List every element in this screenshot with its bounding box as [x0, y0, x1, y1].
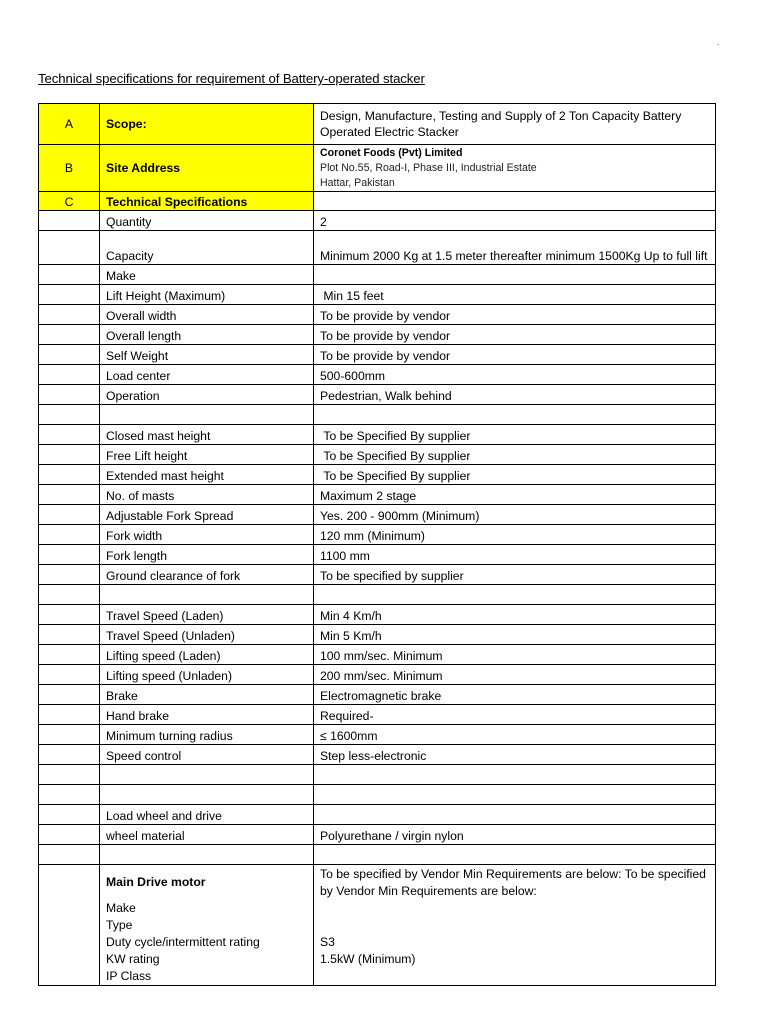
spec-label: Adjustable Fork Spread [100, 505, 314, 525]
spacer [320, 900, 709, 917]
spec-row [39, 325, 716, 345]
spec-value: Step less-electronic [314, 745, 716, 765]
spec-row [39, 785, 716, 805]
spec-row [39, 705, 716, 725]
spec-code-cell [39, 385, 100, 405]
spec-value [314, 765, 716, 785]
motor-item-label: KW rating [106, 952, 160, 966]
spec-row [39, 305, 716, 325]
spec-row [39, 845, 716, 865]
spec-row [39, 765, 716, 785]
spec-row [39, 585, 716, 605]
spec-code-cell [39, 865, 100, 986]
spec-code-cell [39, 345, 100, 365]
spec-code-cell [39, 605, 100, 625]
section-code: A [39, 104, 100, 145]
spec-code-cell [39, 565, 100, 585]
spec-value: Polyurethane / virgin nylon [314, 825, 716, 845]
spec-row [39, 425, 716, 445]
spec-code-cell [39, 645, 100, 665]
scope-value: Design, Manufacture, Testing and Supply of 2 Ton Capacity Battery Operated Electric Stacker [314, 104, 716, 145]
motor-item-label: Make [106, 901, 136, 915]
spec-code-cell [39, 485, 100, 505]
spec-label: Fork width [100, 525, 314, 545]
spec-code-cell [39, 285, 100, 305]
motor-item-label: Type [106, 918, 133, 932]
motor-labels [100, 865, 314, 986]
spec-value: To be provide by vendor [314, 305, 716, 325]
spec-label: Fork length [100, 545, 314, 565]
spec-code-cell [39, 685, 100, 705]
spec-value: 500-600mm [314, 365, 716, 385]
spec-value: Pedestrian, Walk behind [314, 385, 716, 405]
spec-label: Travel Speed (Laden) [100, 605, 314, 625]
spec-value: To be Specified By supplier [314, 445, 716, 465]
spec-code-cell [39, 585, 100, 605]
spec-label: Extended mast height [100, 465, 314, 485]
spec-value: To be provide by vendor [314, 325, 716, 345]
spec-value: Min 15 feet [314, 285, 716, 305]
spec-label: Lifting speed (Laden) [100, 645, 314, 665]
spec-code-cell [39, 405, 100, 425]
spec-row [39, 545, 716, 565]
spec-value: 100 mm/sec. Minimum [314, 645, 716, 665]
motor-item-value [320, 968, 709, 985]
spec-value: To be Specified By supplier [314, 425, 716, 445]
spec-row [39, 485, 716, 505]
document-title: Technical specifications for requirement of Battery-operated stacker [38, 71, 425, 86]
spec-row [39, 265, 716, 285]
spec-code-cell [39, 525, 100, 545]
spec-code-cell [39, 365, 100, 385]
motor-item-value: 1.5kW (Minimum) [320, 952, 416, 966]
spec-value: To be Specified By supplier [314, 465, 716, 485]
spec-label: Capacity [100, 231, 314, 265]
spec-code-cell [39, 725, 100, 745]
spec-label: Lift Height (Maximum) [100, 285, 314, 305]
spec-row [39, 745, 716, 765]
spec-row [39, 505, 716, 525]
spec-label: Speed control [100, 745, 314, 765]
spec-value: Required- [314, 705, 716, 725]
spec-row [39, 211, 716, 231]
spec-label: Operation [100, 385, 314, 405]
address-line: Hattar, Pakistan [320, 176, 395, 189]
spec-value: To be specified by supplier [314, 565, 716, 585]
spec-value: 2 [314, 211, 716, 231]
spec-label: Load wheel and drive [100, 805, 314, 825]
main-drive-motor-row [39, 865, 716, 986]
spec-value [314, 265, 716, 285]
spec-code-cell [39, 705, 100, 725]
spec-code-cell [39, 665, 100, 685]
spec-label: Overall length [100, 325, 314, 345]
spec-label: Free Lift height [100, 445, 314, 465]
spec-value [314, 805, 716, 825]
spec-value: 200 mm/sec. Minimum [314, 665, 716, 685]
spec-row [39, 445, 716, 465]
section-label: Technical Specifications [100, 192, 314, 211]
spec-code-cell [39, 745, 100, 765]
spec-label: Quantity [100, 211, 314, 231]
spec-code-cell [39, 785, 100, 805]
spec-label: Load center [100, 365, 314, 385]
spec-code-cell [39, 845, 100, 865]
spec-label [100, 845, 314, 865]
spec-code-cell [39, 325, 100, 345]
spec-value: Minimum 2000 Kg at 1.5 meter thereafter minimum 1500Kg Up to full lift [314, 231, 716, 265]
motor-item-label: Duty cycle/intermittent rating [106, 935, 260, 949]
spec-row [39, 685, 716, 705]
spec-code-cell [39, 445, 100, 465]
section-a-row [39, 104, 716, 145]
motor-heading: Main Drive motor [106, 875, 206, 889]
spec-value [314, 405, 716, 425]
motor-item-value [320, 917, 709, 934]
spec-code-cell [39, 231, 100, 265]
spec-row [39, 565, 716, 585]
motor-item-value: S3 [320, 935, 335, 949]
spec-row [39, 805, 716, 825]
spec-row [39, 605, 716, 625]
spec-row [39, 645, 716, 665]
spec-label: Make [100, 265, 314, 285]
spec-code-cell [39, 505, 100, 525]
spec-label [100, 785, 314, 805]
company-name: Coronet Foods (Pvt) Limited [320, 146, 463, 159]
spec-label: Ground clearance of fork [100, 565, 314, 585]
spec-code-cell [39, 425, 100, 445]
spec-row [39, 625, 716, 645]
spec-value: Maximum 2 stage [314, 485, 716, 505]
spec-table [38, 103, 716, 986]
section-label: Scope: [100, 104, 314, 145]
spec-value [314, 585, 716, 605]
spec-value [314, 785, 716, 805]
spec-label [100, 405, 314, 425]
spec-row [39, 825, 716, 845]
section-code: B [39, 145, 100, 192]
spec-code-cell [39, 305, 100, 325]
spec-row [39, 525, 716, 545]
spec-value: ≤ 1600mm [314, 725, 716, 745]
spec-code-cell [39, 265, 100, 285]
spec-row [39, 231, 716, 265]
motor-intro-value: To be specified by Vendor Min Requirements are below: To be specified by Vendor Min Requirements are below: [320, 867, 706, 898]
spec-value: Electromagnetic brake [314, 685, 716, 705]
section-label: Site Address [100, 145, 314, 192]
spec-label: Hand brake [100, 705, 314, 725]
spec-value: 1100 mm [314, 545, 716, 565]
spec-code-cell [39, 545, 100, 565]
motor-values [314, 865, 716, 986]
spec-label [100, 765, 314, 785]
spec-row [39, 665, 716, 685]
spec-label: Closed mast height [100, 425, 314, 445]
section-code: C [39, 192, 100, 211]
spec-row [39, 285, 716, 305]
spec-value: Min 5 Km/h [314, 625, 716, 645]
section-b-row [39, 145, 716, 192]
spec-label: Overall width [100, 305, 314, 325]
spec-code-cell [39, 625, 100, 645]
spec-code-cell [39, 465, 100, 485]
spec-code-cell [39, 825, 100, 845]
spec-value: 120 mm (Minimum) [314, 525, 716, 545]
site-address-value [314, 145, 716, 192]
spec-value: Min 4 Km/h [314, 605, 716, 625]
address-line: Plot No.55, Road-I, Phase III, Industrial Estate [320, 161, 537, 174]
spec-row [39, 345, 716, 365]
spec-label: Travel Speed (Unladen) [100, 625, 314, 645]
motor-item-label: IP Class [106, 969, 152, 983]
spec-row [39, 725, 716, 745]
spec-label: Brake [100, 685, 314, 705]
corner-mark: . [717, 38, 720, 47]
section-c-row [39, 192, 716, 211]
spacer [106, 891, 307, 900]
spec-label: wheel material [100, 825, 314, 845]
spec-label: Self Weight [100, 345, 314, 365]
spec-value: Yes. 200 - 900mm (Minimum) [314, 505, 716, 525]
spec-code-cell [39, 765, 100, 785]
spec-row [39, 405, 716, 425]
spec-code-cell [39, 211, 100, 231]
spec-value [314, 845, 716, 865]
spec-value [314, 192, 716, 211]
spec-label: Minimum turning radius [100, 725, 314, 745]
spec-code-cell [39, 805, 100, 825]
spec-value: To be provide by vendor [314, 345, 716, 365]
spec-label [100, 585, 314, 605]
spec-row [39, 465, 716, 485]
spec-label: No. of masts [100, 485, 314, 505]
spec-row [39, 365, 716, 385]
spec-row [39, 385, 716, 405]
spec-label: Lifting speed (Unladen) [100, 665, 314, 685]
